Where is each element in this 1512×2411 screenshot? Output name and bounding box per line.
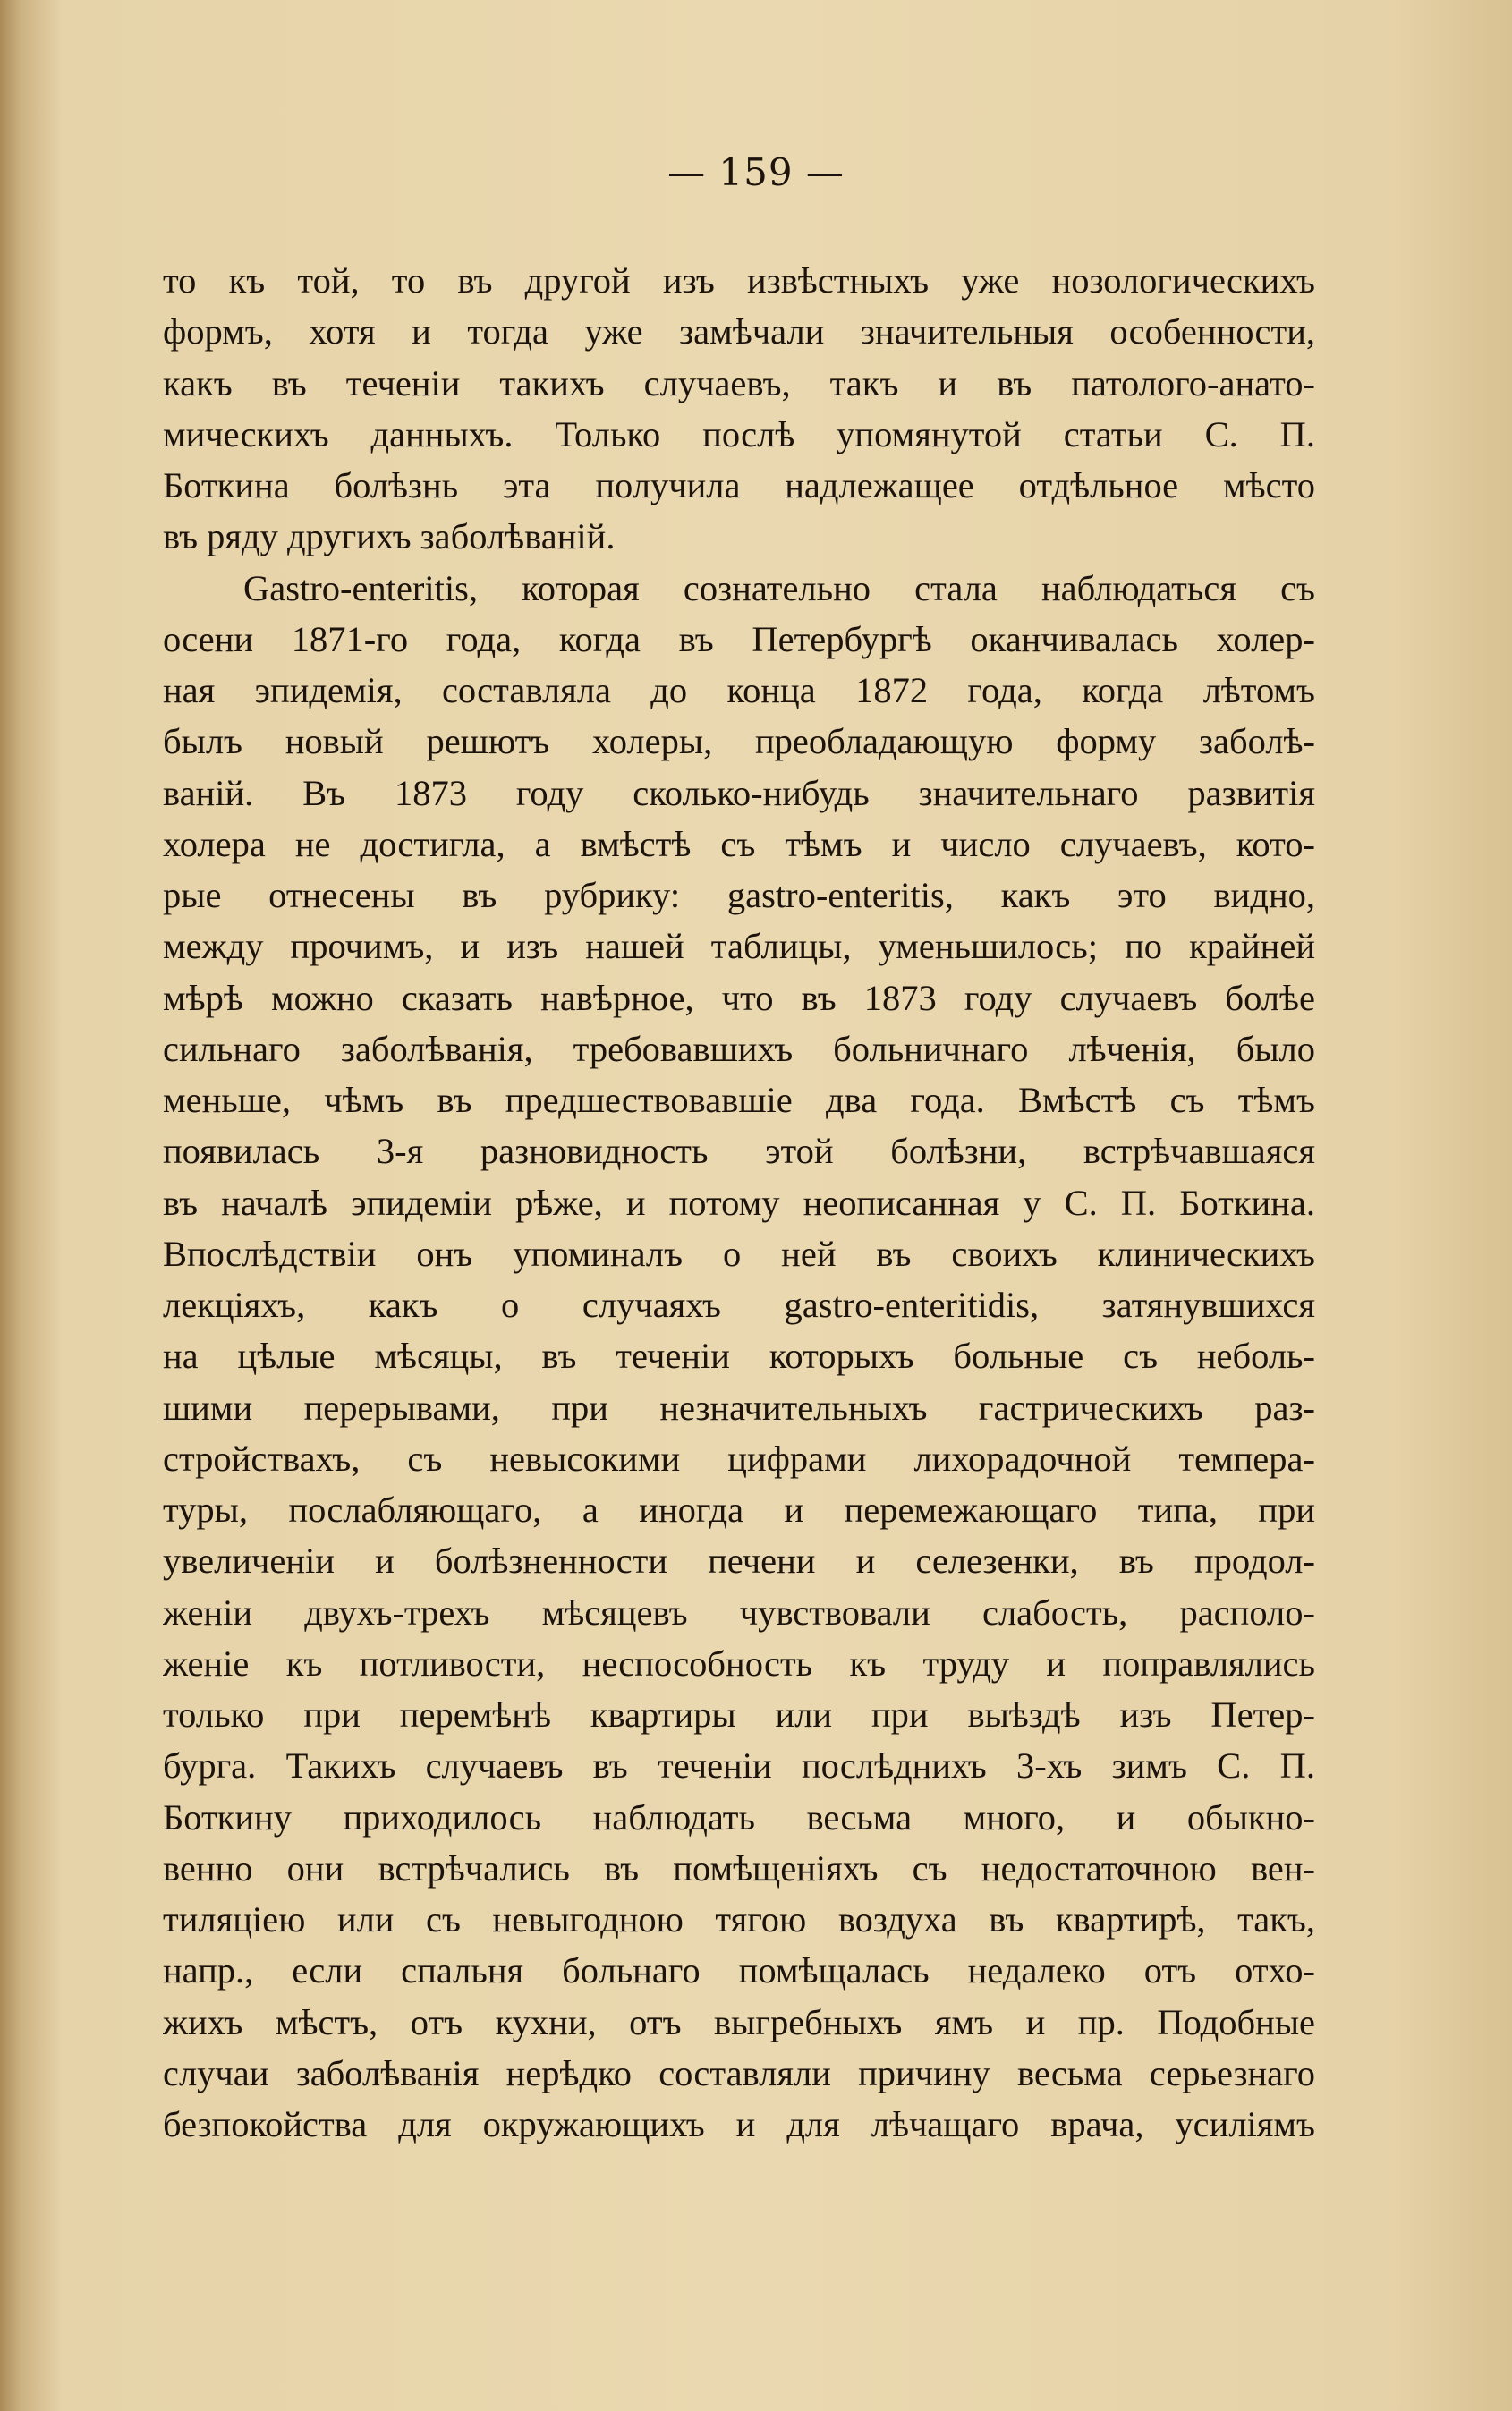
text-line: жихъ мѣстъ, отъ кухни, отъ выгребныхъ ямъ и пр. Подобные [163, 2001, 1315, 2042]
text-line: между прочимъ, и изъ нашей таблицы, уменьшилось; по крайней [163, 926, 1315, 967]
text-line: то къ той, то въ другой изъ извѣстныхъ уже нозологическихъ [163, 260, 1315, 301]
text-line: Боткину приходилось наблюдать весьма много, и обыкно- [163, 1796, 1315, 1838]
text-line: мѣрѣ можно сказать навѣрное, что въ 1873 году случаевъ болѣе [163, 977, 1315, 1018]
text-line: на цѣлые мѣсяцы, въ теченіи которыхъ больные съ неболь- [163, 1336, 1315, 1377]
text-line: женіе къ потливости, неспособность къ труду и поправлялись [163, 1643, 1315, 1684]
text-line: былъ новый решютъ холеры, преобладающую форму заболѣ- [163, 721, 1315, 762]
text-line: женіи двухъ-трехъ мѣсяцевъ чувствовали слабость, располо- [163, 1592, 1315, 1633]
text-line: Gastro-enteritis, которая сознательно стала наблюдаться съ [243, 567, 1315, 608]
text-line: венно они встрѣчались въ помѣщеніяхъ съ недостаточною вен- [163, 1847, 1315, 1889]
text-line: стройствахъ, съ невысокими цифрами лихорадочной темпера- [163, 1438, 1315, 1479]
text-line: какъ въ теченіи такихъ случаевъ, такъ и въ патолого-анато- [163, 362, 1315, 403]
text-line: въ началѣ эпидеміи рѣже, и потому неописанная у С. П. Боткина. [163, 1182, 1315, 1223]
text-line: осени 1871-го года, когда въ Петербургѣ оканчивалась холер- [163, 618, 1315, 659]
text-line: холера не достигла, а вмѣстѣ съ тѣмъ и число случаевъ, кото- [163, 823, 1315, 864]
text-line: Впослѣдствіи онъ упоминалъ о ней въ своихъ клиническихъ [163, 1233, 1315, 1274]
text-line: рые отнесены въ рубрику: gastro-enteritis, какъ это видно, [163, 875, 1315, 915]
text-line: Боткина болѣзнь эта получила надлежащее отдѣльное мѣсто [163, 465, 1315, 505]
text-line: ная эпидемія, составляла до конца 1872 года, когда лѣтомъ [163, 670, 1315, 710]
text-line: тиляціею или съ невыгодною тягою воздуха въ квартирѣ, такъ, [163, 1899, 1315, 1940]
text-line: меньше, чѣмъ въ предшествовавшіе два года. Вмѣстѣ съ тѣмъ [163, 1080, 1315, 1120]
text-line: въ ряду другихъ заболѣваній. [163, 516, 616, 557]
text-line: случаи заболѣванія нерѣдко составляли причину весьма серьезнаго [163, 2052, 1315, 2093]
text-line: формъ, хотя и тогда уже замѣчали значительныя особенности, [163, 311, 1315, 352]
body-text [163, 255, 1315, 2150]
text-line: сильнаго заболѣванія, требовавшихъ больничнаго лѣченія, было [163, 1028, 1315, 1069]
text-line: только при перемѣнѣ квартиры или при выѣздѣ изъ Петер- [163, 1694, 1315, 1735]
text-line: шими перерывами, при незначительныхъ гастрическихъ раз- [163, 1387, 1315, 1428]
text-line: увеличеніи и болѣзненности печени и селезенки, въ продол- [163, 1541, 1315, 1582]
text-line: безпокойства для окружающихъ и для лѣчащаго врача, усиліямъ [163, 2104, 1315, 2144]
page-number: — 159 — [667, 150, 845, 194]
text-line: бурга. Такихъ случаевъ въ теченіи послѣднихъ 3-хъ зимъ С. П. [163, 1745, 1315, 1787]
text-line: ваній. Въ 1873 году сколько-нибудь значительнаго развитія [163, 772, 1315, 813]
text-line: лекціяхъ, какъ о случаяхъ gastro-enteritidis, затянувшихся [163, 1285, 1315, 1325]
text-line: туры, послабляющаго, а иногда и перемежающаго типа, при [163, 1490, 1315, 1530]
text-line: напр., если спальня больнаго помѣщалась недалеко отъ отхо- [163, 1950, 1315, 1991]
text-line: появилась 3-я разновидность этой болѣзни, встрѣчавшаяся [163, 1131, 1315, 1172]
text-line: мическихъ данныхъ. Только послѣ упомянутой статьи С. П. [163, 413, 1315, 454]
